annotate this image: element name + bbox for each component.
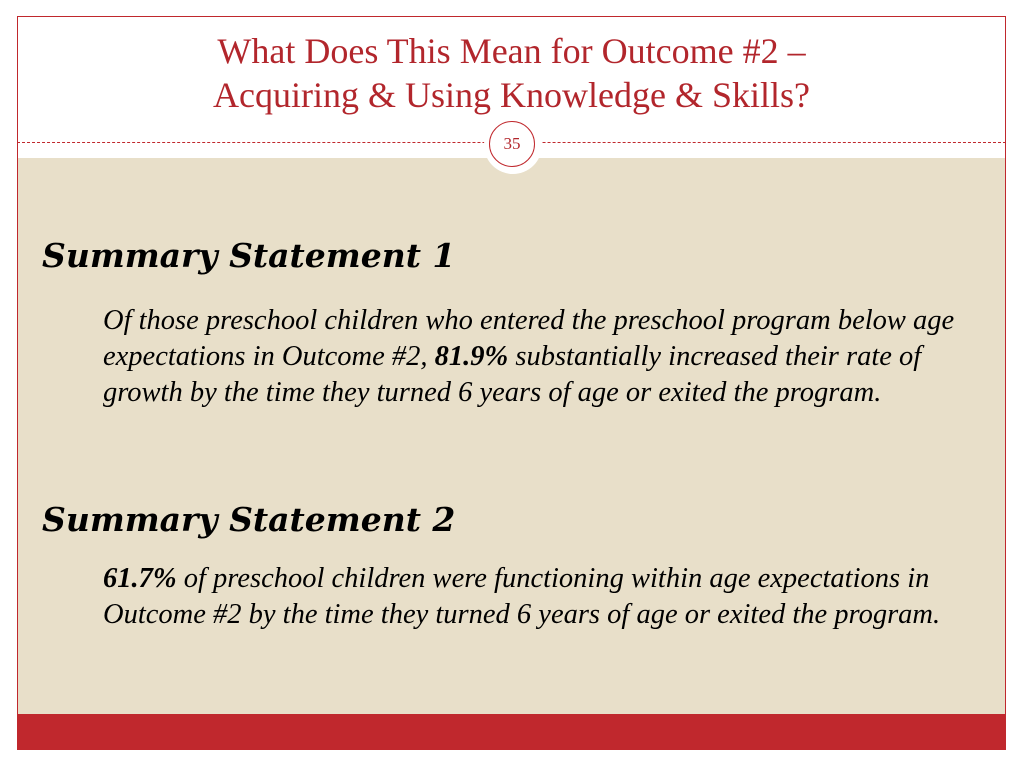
footer-bar [18,714,1005,749]
page-number-badge [484,116,542,174]
summary-statement-1-heading: Summary Statement 1 [42,236,456,275]
statement-2-text-after: of preschool children were functioning within age expectations in Outcome #2 by the time they turned 6 years of age or exited the program. [103,563,941,630]
summary-statement-2-heading: Summary Statement 2 [42,500,456,539]
slide-title-line-1: What Does This Mean for Outcome #2 – [217,31,806,71]
statement-1-percent: 81.9% [434,341,509,372]
statement-1-text-after: substantially increased their rate of growth by the time they turned 6 years of age or exited the program. [103,341,922,408]
statement-2-percent: 61.7% [103,563,177,594]
summary-statement-2-text [103,561,988,633]
statement-1-text-before: Of those preschool children who entered the preschool program below age expectations in Outcome #2, [103,305,955,372]
slide-title-line-2: Acquiring & Using Knowledge & Skills? [213,75,810,115]
summary-statement-1-text [103,303,988,411]
page-number: 35 [489,121,535,167]
